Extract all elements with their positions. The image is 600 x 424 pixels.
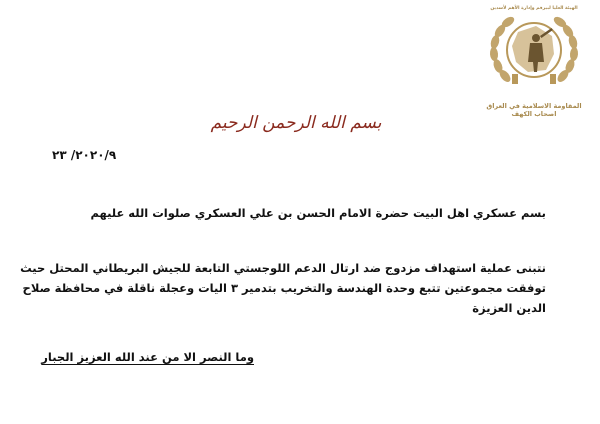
emblem-caption-line2: اصحاب الكهف <box>511 110 557 118</box>
salutation-line: بسم عسكري اهل البيت حضرة الامام الحسن بن علي العسكري صلوات الله عليهم <box>90 206 546 220</box>
body-line-3: الدين العزيزة <box>472 301 546 315</box>
emblem-caption-line1: المقاومة الاسلامية في العراق <box>486 102 582 110</box>
body-line-2: توفقت مجموعتين تتبع وحدة الهندسة والتخريب بتدمير ٣ اليات وعجلة ناقلة في محافظة صلاح <box>22 281 546 295</box>
statement-body <box>20 258 546 318</box>
closing-line: وما النصر الا من عند الله العزيز الجبار <box>41 350 254 364</box>
emblem-caption-top: الهيئة العليا لبيرقم وإدارة الأهم لأسدين <box>490 6 578 11</box>
emblem-caption <box>474 6 594 118</box>
basmala-heading: بسم الله الرحمن الرحيم <box>210 113 382 133</box>
body-line-1: نتبنى عملية استهداف مزدوج ضد ارتال الدعم اللوجستي التابعة للجيش البريطاني المحتل حيث <box>20 261 546 275</box>
document-date: ٢٠٢٠/٩/ ٢٣ <box>52 148 117 162</box>
